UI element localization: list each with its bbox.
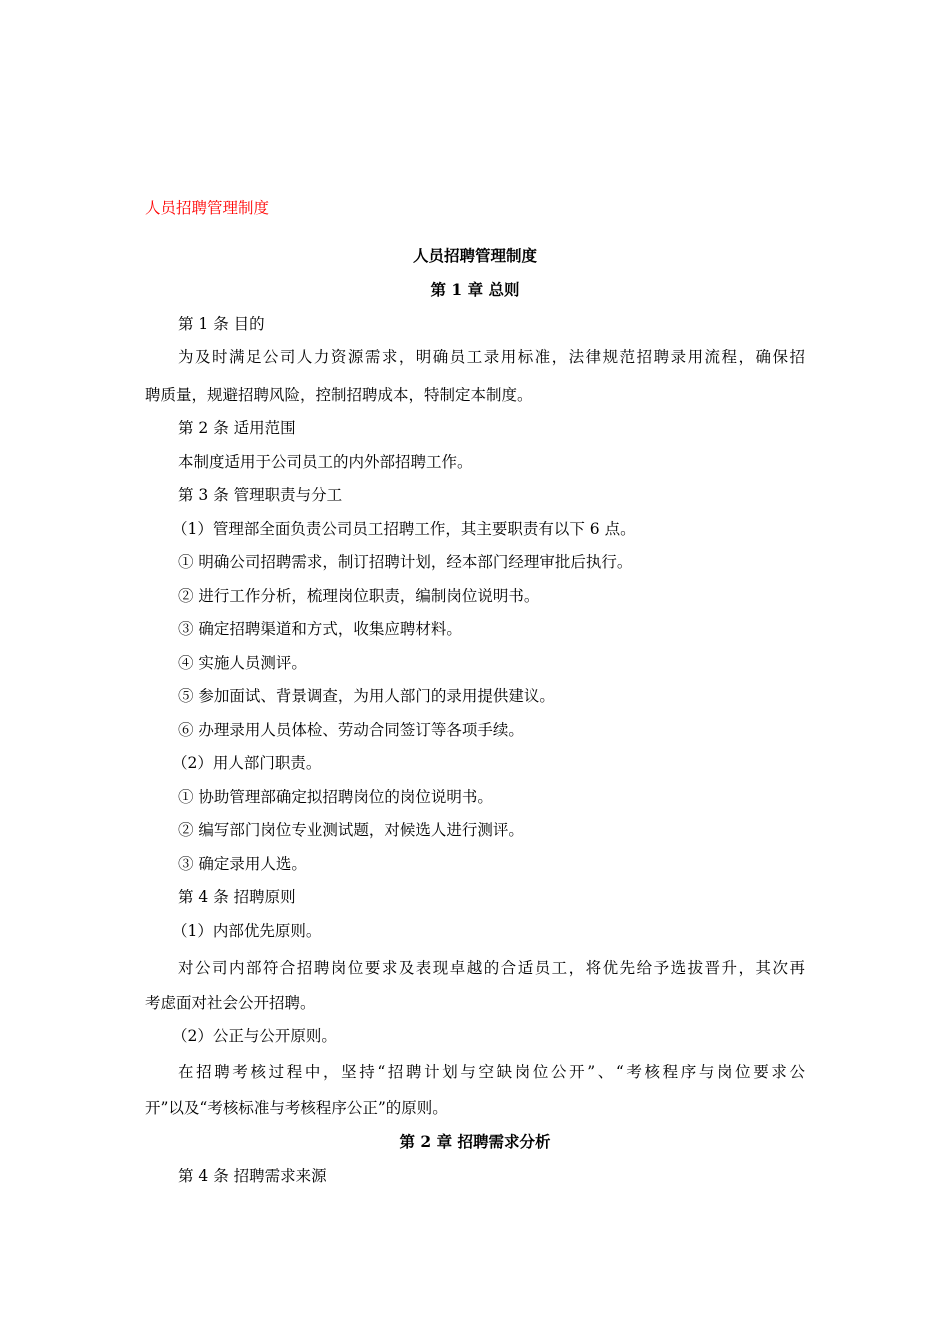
article-3-item-1-3: ③ 确定招聘渠道和方式，收集应聘材料。 — [178, 620, 462, 638]
article-1-heading: 第 1 条 目的 — [178, 315, 265, 333]
article-4-item-2-paragraph-line-1: 在招聘考核过程中，坚持“招聘计划与空缺岗位公开”、“考核程序与岗位要求公 — [178, 1063, 805, 1081]
article-4-item-1-paragraph-line-1: 对公司内部符合招聘岗位要求及表现卓越的合适员工，将优先给予选拔晋升，其次再 — [178, 959, 805, 977]
chapter-1-heading: 第 1 章 总则 — [430, 280, 520, 299]
article-3-item-1-4: ④ 实施人员测评。 — [178, 654, 307, 672]
document-header-title: 人员招聘管理制度 — [145, 199, 270, 217]
article-3-item-1-6: ⑥ 办理录用人员体检、劳动合同签订等各项手续。 — [178, 721, 524, 739]
article-3-item-1-2: ② 进行工作分析，梳理岗位职责，编制岗位说明书。 — [178, 587, 540, 605]
article-3-item-2-2: ② 编写部门岗位专业测试题，对候选人进行测评。 — [178, 821, 524, 839]
article-3-item-1-1: ① 明确公司招聘需求，制订招聘计划，经本部门经理审批后执行。 — [178, 553, 633, 571]
article-2-heading: 第 2 条 适用范围 — [178, 419, 296, 437]
article-1-paragraph-line-2: 聘质量，规避招聘风险，控制招聘成本，特制定本制度。 — [145, 386, 533, 404]
chapter-2-heading: 第 2 章 招聘需求分析 — [399, 1132, 551, 1151]
article-3-heading: 第 3 条 管理职责与分工 — [178, 486, 343, 504]
article-4-item-1-paragraph-line-2: 考虑面对社会公开招聘。 — [145, 994, 316, 1012]
article-4-item-1: （1）内部优先原则。 — [172, 922, 322, 940]
article-3-item-2-3: ③ 确定录用人选。 — [178, 855, 307, 873]
document-title: 人员招聘管理制度 — [412, 246, 537, 265]
article-1-paragraph-line-1: 为及时满足公司人力资源需求，明确员工录用标准，法律规范招聘录用流程，确保招 — [178, 348, 805, 366]
article-2-paragraph: 本制度适用于公司员工的内外部招聘工作。 — [178, 453, 473, 471]
article-3-item-2: （2）用人部门职责。 — [172, 754, 322, 772]
article-4-item-2-paragraph-line-2: 开”以及“考核标准与考核程序公正”的原则。 — [145, 1099, 448, 1117]
article-3-item-1: （1）管理部全面负责公司员工招聘工作，其主要职责有以下 6 点。 — [172, 520, 636, 538]
article-4-source-heading: 第 4 条 招聘需求来源 — [178, 1167, 327, 1185]
article-4-heading: 第 4 条 招聘原则 — [178, 888, 296, 906]
article-3-item-2-1: ① 协助管理部确定拟招聘岗位的岗位说明书。 — [178, 788, 493, 806]
article-3-item-1-5: ⑤ 参加面试、背景调查，为用人部门的录用提供建议。 — [178, 687, 555, 705]
article-4-item-2: （2）公正与公开原则。 — [172, 1027, 337, 1045]
